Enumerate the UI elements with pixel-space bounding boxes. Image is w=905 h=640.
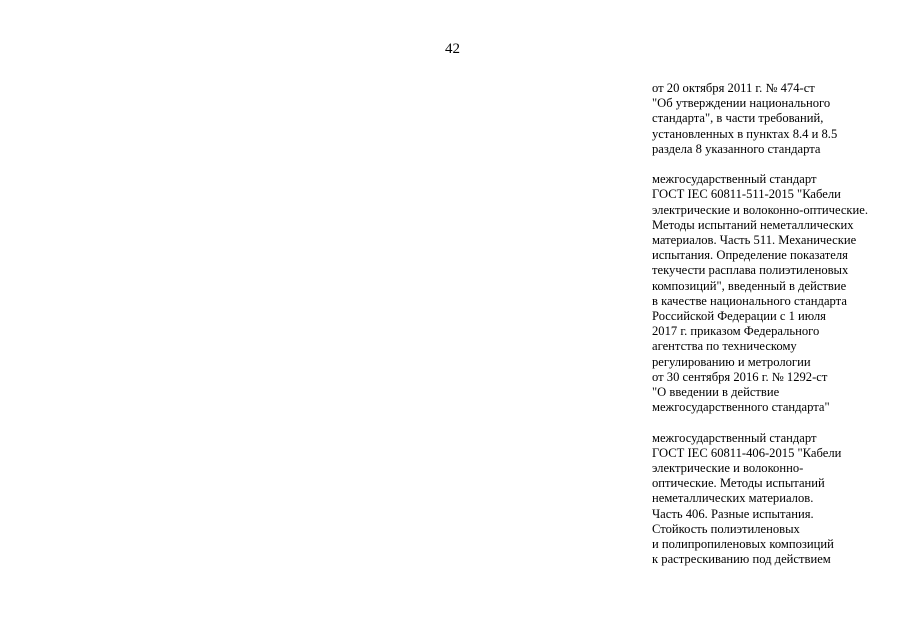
text-line: межгосударственного стандарта" bbox=[652, 400, 830, 415]
text-line: электрические и волоконно- bbox=[652, 461, 804, 476]
text-line: материалов. Часть 511. Механические bbox=[652, 233, 857, 248]
text-line: межгосударственный стандарт bbox=[652, 172, 817, 187]
text-line: оптические. Методы испытаний bbox=[652, 476, 825, 491]
text-line: Часть 406. Разные испытания. bbox=[652, 506, 814, 521]
text-line: Методы испытаний неметаллических bbox=[652, 217, 854, 232]
text-line: ГОСТ IEC 60811-406-2015 "Кабели bbox=[652, 445, 842, 460]
paragraph-gost-406 bbox=[652, 431, 892, 568]
text-line: "Об утверждении национального bbox=[652, 96, 831, 111]
text-line: "О введении в действие bbox=[652, 385, 780, 400]
page-number: 42 bbox=[445, 41, 460, 57]
text-line: агентства по техническому bbox=[652, 339, 797, 354]
paragraph-order-reference bbox=[652, 81, 892, 157]
text-line: текучести расплава полиэтиленовых bbox=[652, 263, 849, 278]
text-line: от 20 октября 2011 г. № 474-ст bbox=[652, 81, 815, 95]
text-line: испытания. Определение показателя bbox=[652, 248, 848, 263]
text-line: раздела 8 указанного стандарта bbox=[652, 141, 821, 156]
text-line: регулированию и метрологии bbox=[652, 354, 811, 369]
text-line: 2017 г. приказом Федерального bbox=[652, 324, 820, 339]
text-line: от 30 сентября 2016 г. № 1292-ст bbox=[652, 369, 828, 384]
text-line: установленных в пунктах 8.4 и 8.5 bbox=[652, 126, 838, 141]
text-line: ГОСТ IEC 60811-511-2015 "Кабели bbox=[652, 187, 841, 202]
text-line: межгосударственный стандарт bbox=[652, 430, 817, 445]
text-line: и полипропиленовых композиций bbox=[652, 537, 834, 552]
paragraph-gost-511 bbox=[652, 172, 892, 415]
text-line: электрические и волоконно-оптические. bbox=[652, 202, 869, 217]
text-line: неметаллических материалов. bbox=[652, 491, 814, 506]
text-line: Российской Федерации с 1 июля bbox=[652, 309, 826, 324]
text-line: стандарта", в части требований, bbox=[652, 111, 824, 126]
document-text-column bbox=[652, 81, 892, 583]
text-line: Стойкость полиэтиленовых bbox=[652, 521, 800, 536]
text-line: композиций", введенный в действие bbox=[652, 278, 847, 293]
text-line: к растрескиванию под действием bbox=[652, 552, 831, 567]
text-line: в качестве национального стандарта bbox=[652, 293, 847, 308]
